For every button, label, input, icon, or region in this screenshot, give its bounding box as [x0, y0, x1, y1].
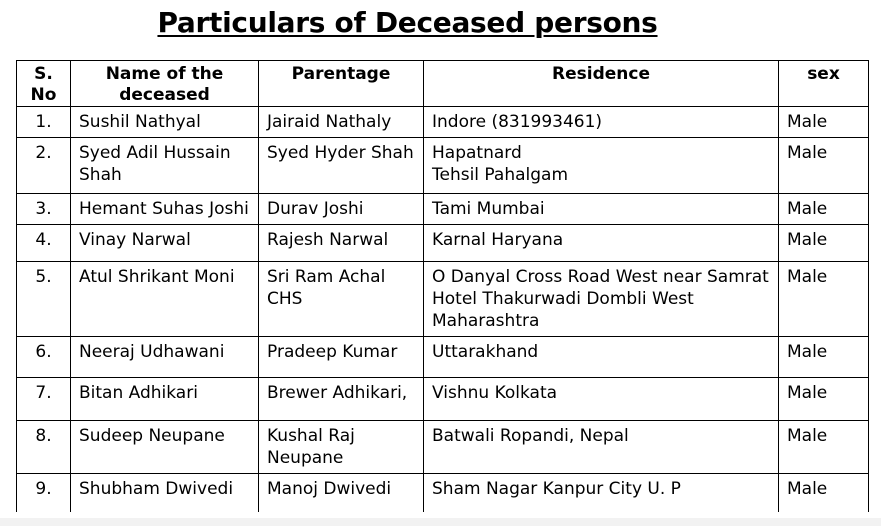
- cell-parentage: [259, 225, 424, 262]
- cell-name: [71, 262, 259, 337]
- table-row: [17, 225, 869, 262]
- cell-residence: [424, 421, 779, 474]
- cell-name-line: Sushil Nathyal: [79, 112, 201, 132]
- cell-parentage: [259, 138, 424, 194]
- cell-name: [71, 138, 259, 194]
- cell-residence-line: Vishnu Kolkata: [432, 383, 558, 403]
- cell-parentage-line: Sri Ram Achal: [267, 267, 386, 287]
- cell-parentage-line: Kushal Raj: [267, 426, 355, 446]
- cell-residence-line: Indore (831993461): [432, 112, 603, 132]
- cell-parentage-line: Syed Hyder Shah: [267, 143, 414, 163]
- cell-name-line: Vinay Narwal: [79, 230, 191, 250]
- cell-name-line: Syed Adil Hussain: [79, 143, 231, 163]
- cell-residence-line: Maharashtra: [432, 311, 540, 331]
- bottom-edge-strip: [0, 518, 881, 526]
- cell-parentage-line: Jairaid Nathaly: [267, 112, 392, 132]
- header-sno: [17, 61, 71, 107]
- cell-residence-line: Batwali Ropandi, Nepal: [432, 426, 629, 446]
- cell-name-line: Sudeep Neupane: [79, 426, 225, 446]
- cell-name: [71, 194, 259, 225]
- cell-parentage-line: Durav Joshi: [267, 199, 364, 219]
- cell-parentage: [259, 337, 424, 378]
- cell-sex: Male: [779, 107, 869, 138]
- cell-residence-line: Sham Nagar Kanpur City U. P: [432, 479, 681, 499]
- cell-name-line: Hemant Suhas Joshi: [79, 199, 249, 219]
- deceased-persons-table: [16, 60, 869, 512]
- cell-parentage-line: Manoj Dwivedi: [267, 479, 392, 499]
- cell-parentage-line: Brewer Adhikari,: [267, 383, 408, 403]
- cell-residence-line: Hapatnard: [432, 143, 522, 163]
- header-sex: sex: [779, 61, 869, 107]
- cell-name-line: Atul Shrikant Moni: [79, 267, 235, 287]
- header-name-line1: Name of the: [105, 64, 224, 84]
- cell-residence-line: Tami Mumbai: [432, 199, 545, 219]
- cell-sno: 6.: [17, 337, 71, 378]
- cell-parentage: [259, 474, 424, 512]
- cell-parentage-line: Pradeep Kumar: [267, 342, 398, 362]
- cell-residence: [424, 107, 779, 138]
- cell-parentage: [259, 194, 424, 225]
- cell-parentage-line: Neupane: [267, 448, 344, 468]
- table-row: [17, 107, 869, 138]
- header-sno-line2: No: [30, 85, 57, 105]
- cell-sno: 8.: [17, 421, 71, 474]
- cell-sno: 5.: [17, 262, 71, 337]
- cell-sex: Male: [779, 474, 869, 512]
- cell-residence: [424, 225, 779, 262]
- cell-parentage: [259, 107, 424, 138]
- cell-name-line: Neeraj Udhawani: [79, 342, 225, 362]
- cell-name-line: Shubham Dwivedi: [79, 479, 234, 499]
- table-row: [17, 194, 869, 225]
- cell-residence-line: Karnal Haryana: [432, 230, 564, 250]
- cell-residence: [424, 378, 779, 421]
- cell-residence-line: Uttarakhand: [432, 342, 539, 362]
- table-body: [17, 107, 869, 512]
- cell-name: [71, 225, 259, 262]
- header-name: [71, 61, 259, 107]
- cell-residence-line: O Danyal Cross Road West near Samrat: [432, 267, 769, 287]
- cell-name: [71, 474, 259, 512]
- cell-parentage-line: CHS: [267, 289, 303, 309]
- cell-residence-line: Tehsil Pahalgam: [432, 165, 569, 185]
- header-parentage: Parentage: [259, 61, 424, 107]
- table-row: [17, 421, 869, 474]
- cell-sex: Male: [779, 378, 869, 421]
- cell-residence: [424, 474, 779, 512]
- cell-name: [71, 378, 259, 421]
- table-header-row: [17, 61, 869, 107]
- table-row: [17, 474, 869, 512]
- cell-sex: Male: [779, 337, 869, 378]
- table-row: [17, 337, 869, 378]
- cell-parentage: [259, 421, 424, 474]
- cell-parentage: [259, 262, 424, 337]
- cell-parentage-line: Rajesh Narwal: [267, 230, 389, 250]
- cell-residence-line: Hotel Thakurwadi Dombli West: [432, 289, 694, 309]
- cell-name-line: Shah: [79, 165, 122, 185]
- table-row: [17, 378, 869, 421]
- document-title: Particulars of Deceased persons: [157, 6, 658, 39]
- header-name-line2: deceased: [119, 85, 210, 105]
- cell-sex: Male: [779, 262, 869, 337]
- cell-sno: 1.: [17, 107, 71, 138]
- cell-name: [71, 107, 259, 138]
- cell-sno: 9.: [17, 474, 71, 512]
- cell-residence: [424, 262, 779, 337]
- cell-sex: Male: [779, 138, 869, 194]
- header-sno-line1: S.: [34, 64, 53, 84]
- cell-sex: Male: [779, 421, 869, 474]
- cell-sno: 7.: [17, 378, 71, 421]
- cell-name: [71, 337, 259, 378]
- cell-sex: Male: [779, 225, 869, 262]
- cell-residence: [424, 194, 779, 225]
- table-row: [17, 262, 869, 337]
- cell-sno: 4.: [17, 225, 71, 262]
- header-residence: Residence: [424, 61, 779, 107]
- cell-sex: Male: [779, 194, 869, 225]
- cell-residence: [424, 138, 779, 194]
- cell-parentage: [259, 378, 424, 421]
- cell-residence: [424, 337, 779, 378]
- cell-sno: 2.: [17, 138, 71, 194]
- cell-sno: 3.: [17, 194, 71, 225]
- cell-name-line: Bitan Adhikari: [79, 383, 198, 403]
- cell-name: [71, 421, 259, 474]
- table-row: [17, 138, 869, 194]
